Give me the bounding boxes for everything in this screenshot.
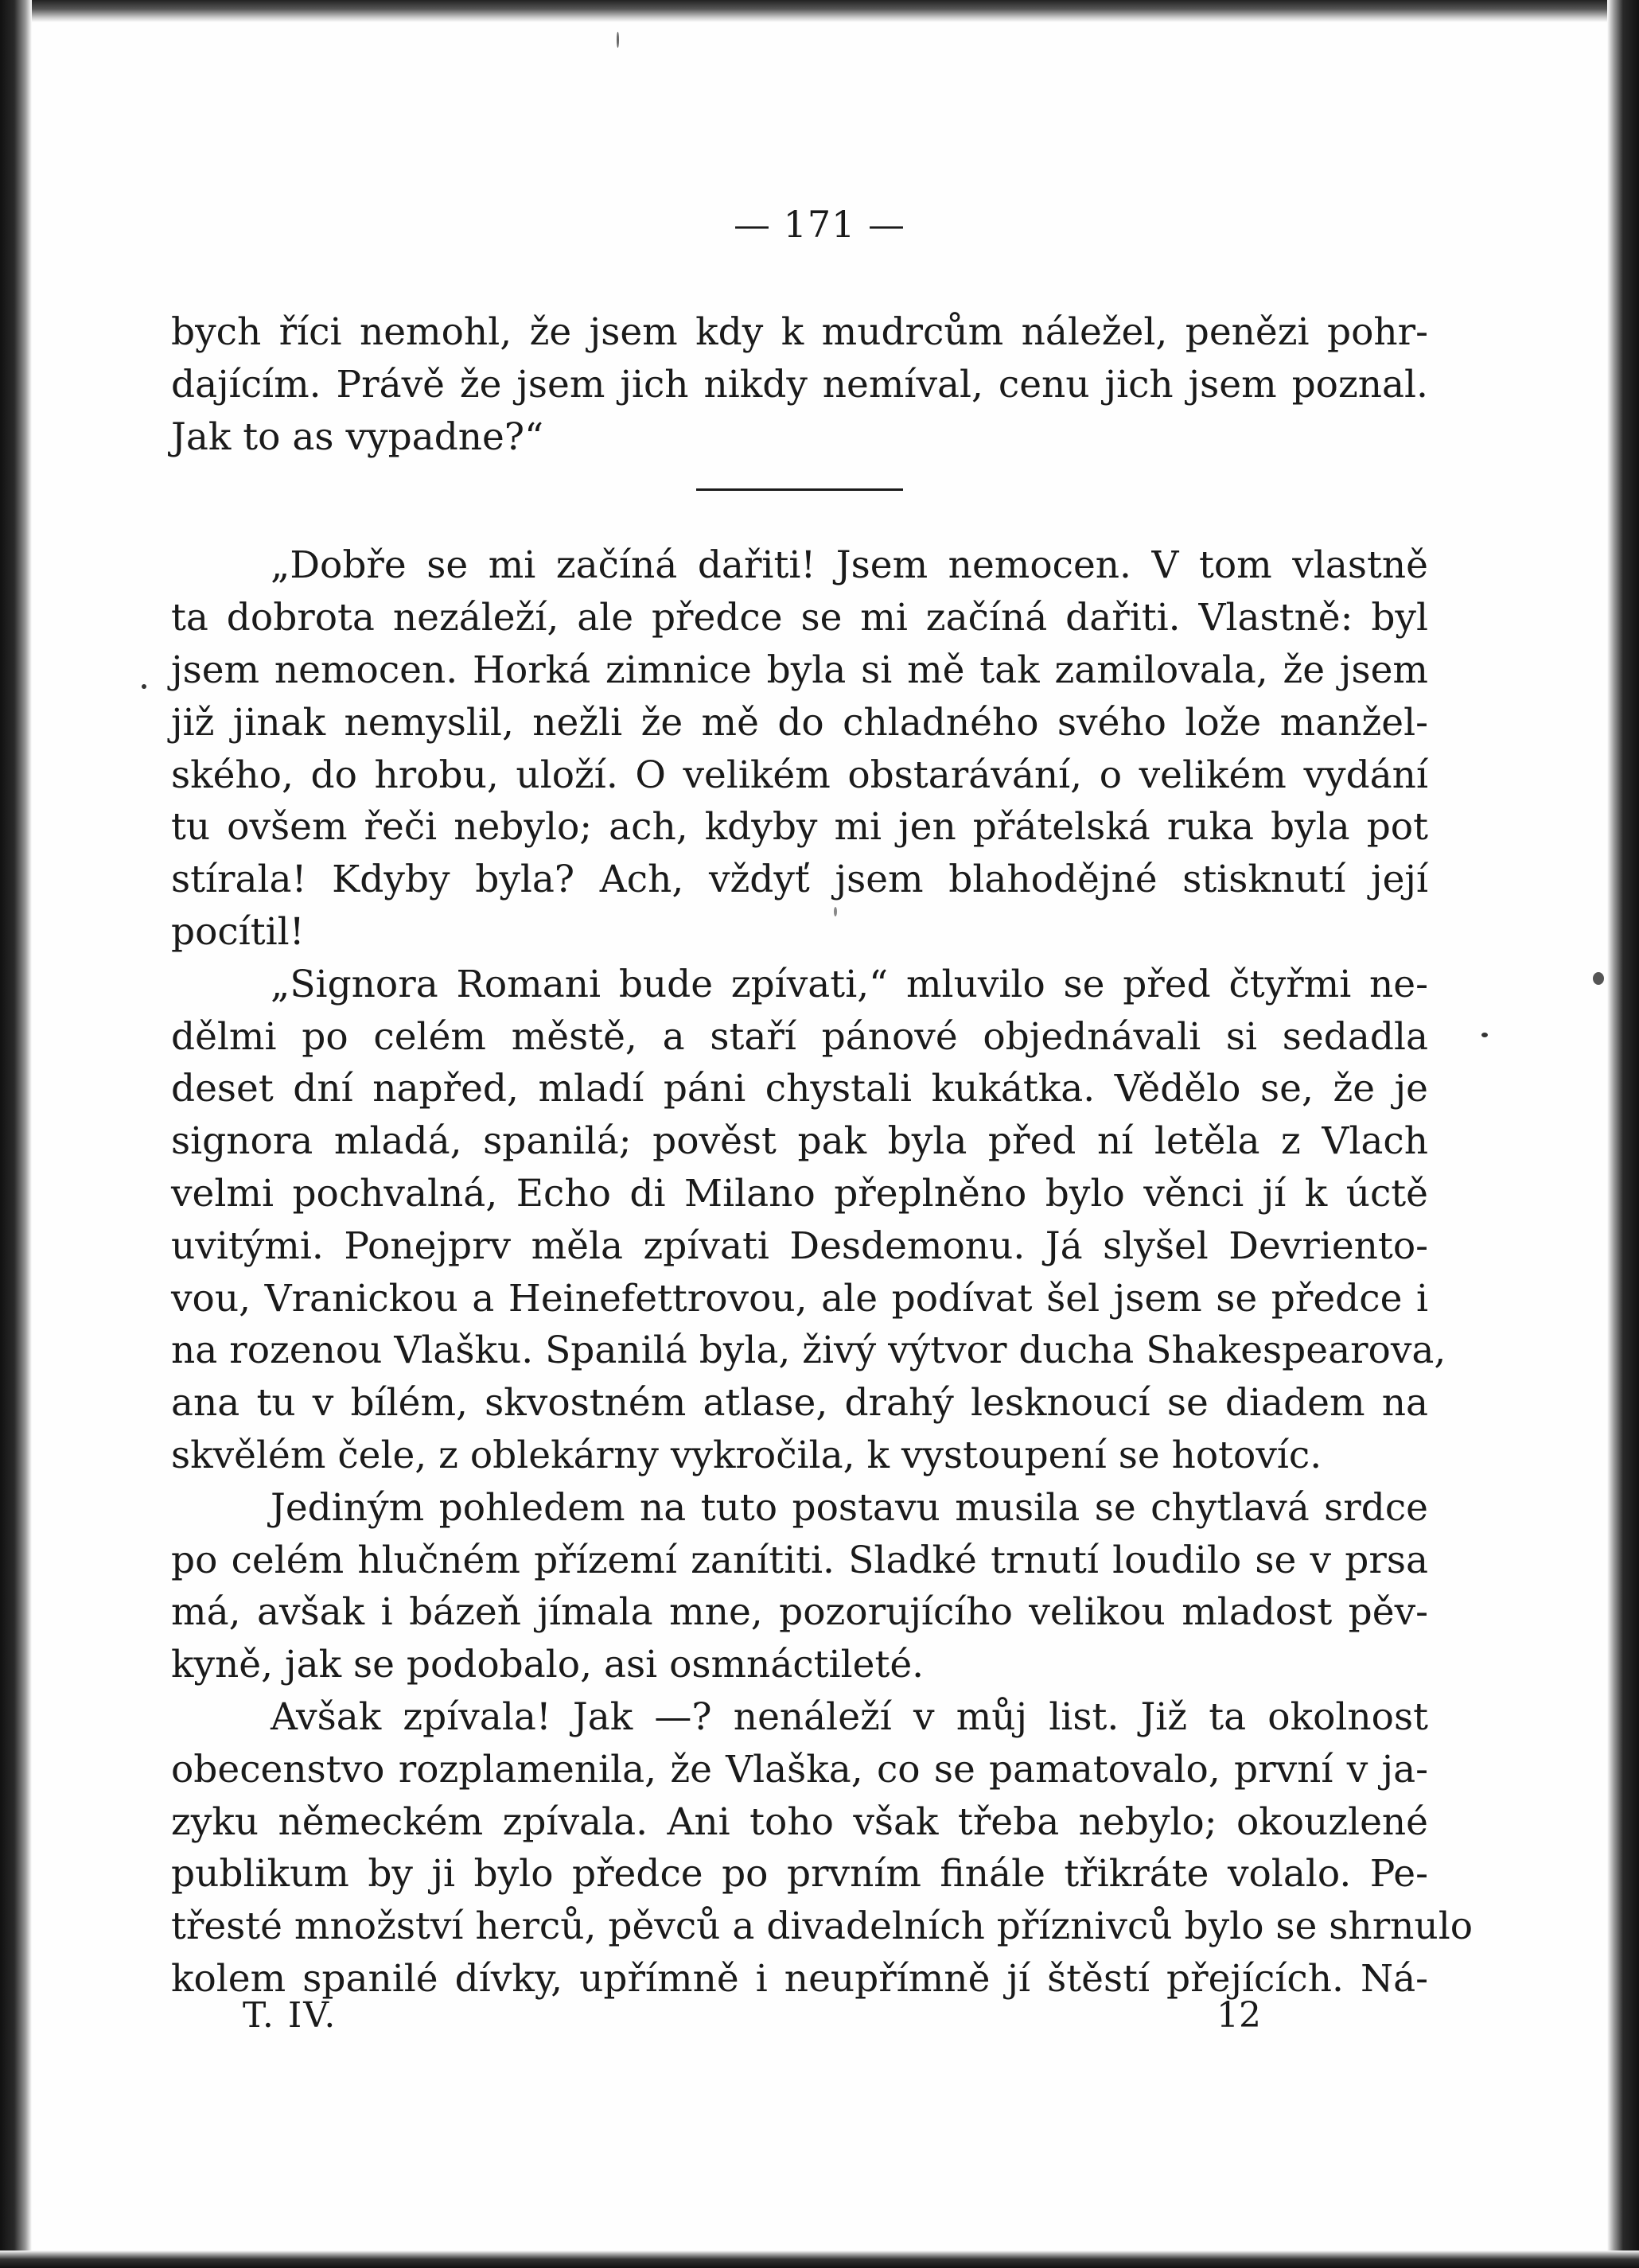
paragraph [171,959,1446,1482]
text-line: tu ovšem řeči nebylo; ach, kdyby mi jen přátelská ruka byla pot [171,805,1428,850]
text-line: kyně, jak se podobalo, asi osmnáctileté. [171,1643,925,1687]
horizontal-rule [696,488,903,491]
text-line: třesté množství herců, pěvců a divadelních příznivců bylo se shrnulo [171,1904,1474,1949]
text-line: dajícím. Právě že jsem jich nikdy nemíval, cenu jich jsem poznal. [171,362,1428,407]
text-line: ta dobrota nezáleží, ale předce se mi začíná dařiti. Vlastně: byl [171,596,1428,640]
text-line: vou, Vranickou a Heinefettrovou, ale podívat šel jsem se předce i [171,1276,1428,1321]
paragraph [171,1482,1428,1691]
text-line: zyku německém zpívala. Ani toho však třeba nebylo; okouzlené [171,1799,1428,1844]
text-line: uvitými. Ponejprv měla zpívati Desdemonu. Já slyšel Devriento- [171,1223,1428,1268]
scan-edge-left [0,0,32,2268]
text-line: po celém hlučném přízemí zanítiti. Sladké trnutí loudilo se v prsa [171,1538,1428,1582]
text-line: kolem spanilé dívky, upřímně i neupřímně jí štěstí přejících. Ná- [171,1956,1428,2001]
scan-speck [1593,972,1604,985]
text-line: publikum by ji bylo předce po prvním finále třikráte volalo. Pe- [171,1852,1428,1896]
text-line: „Dobře se mi začíná dařiti! Jsem nemocen. V tom vlastně [271,543,1428,588]
page-number-header: — 171 — [733,203,906,246]
text-line: obecenstvo rozplamenila, že Vlaška, co se pamatovalo, první v ja- [171,1747,1428,1791]
text-line: stírala! Kdyby byla? Ach, vždyť jsem blahodějné stisknutí její [171,858,1428,902]
text-line: velmi pochvalná, Echo di Milano přeplněno bylo věnci jí k úctě [171,1171,1428,1216]
scan-edge-bottom [0,2250,1639,2268]
section-divider [171,463,1428,539]
scan-edge-right [1607,0,1639,2268]
sheet-number: 12 [1217,1995,1261,2036]
scan-speck [1481,1033,1488,1037]
volume-signature: T. IV. [243,1995,337,2036]
scan-edge-top [0,0,1639,22]
paragraph [171,306,1428,463]
text-line: „Signora Romani bude zpívati,“ mluvilo se před čtyřmi ne- [271,962,1428,1006]
text-line: signora mladá, spanilá; pověst pak byla před ní letěla z Vlach [171,1119,1428,1164]
text-line: již jinak nemyslil, nežli že mě do chladného svého lože manžel- [171,700,1428,745]
text-line: jsem nemocen. Horká zimnice byla si mě tak zamilovala, že jsem [171,648,1428,692]
paragraph [171,539,1428,958]
text-line: Jak to as vypadne?“ [171,414,544,459]
text-line: má, avšak i bázeň jímala mne, pozorujícího velikou mladost pěv- [171,1590,1428,1635]
body-text [171,306,1474,2005]
paragraph [171,1691,1474,2005]
scan-speck [142,684,146,689]
text-line: skvělém čele, z oblekárny vykročila, k vystoupení se hotovíc. [171,1433,1322,1477]
text-line: dělmi po celém městě, a staří pánové objednávali si sedadla [171,1014,1428,1059]
text-line: deset dní napřed, mladí páni chystali kukátka. Vědělo se, že je [171,1067,1428,1111]
text-line: Jediným pohledem na tuto postavu musila se chytlavá srdce [271,1485,1428,1530]
text-line: ského, do hrobu, uloží. O velikém obstarávání, o velikém vydání [171,753,1428,797]
text-line: Avšak zpívala! Jak —? nenáleží v můj list. Již ta okolnost [271,1694,1428,1739]
text-line: pocítil! [171,909,305,954]
scan-speck [617,32,619,48]
text-line: bych říci nemohl, že jsem kdy k mudrcům náležel, penězi pohr- [171,310,1428,354]
text-line: na rozenou Vlašku. Spanilá byla, živý výtvor ducha Shakespearova, [171,1329,1446,1373]
text-line: ana tu v bílém, skvostném atlase, drahý lesknoucí se diadem na [171,1381,1428,1426]
